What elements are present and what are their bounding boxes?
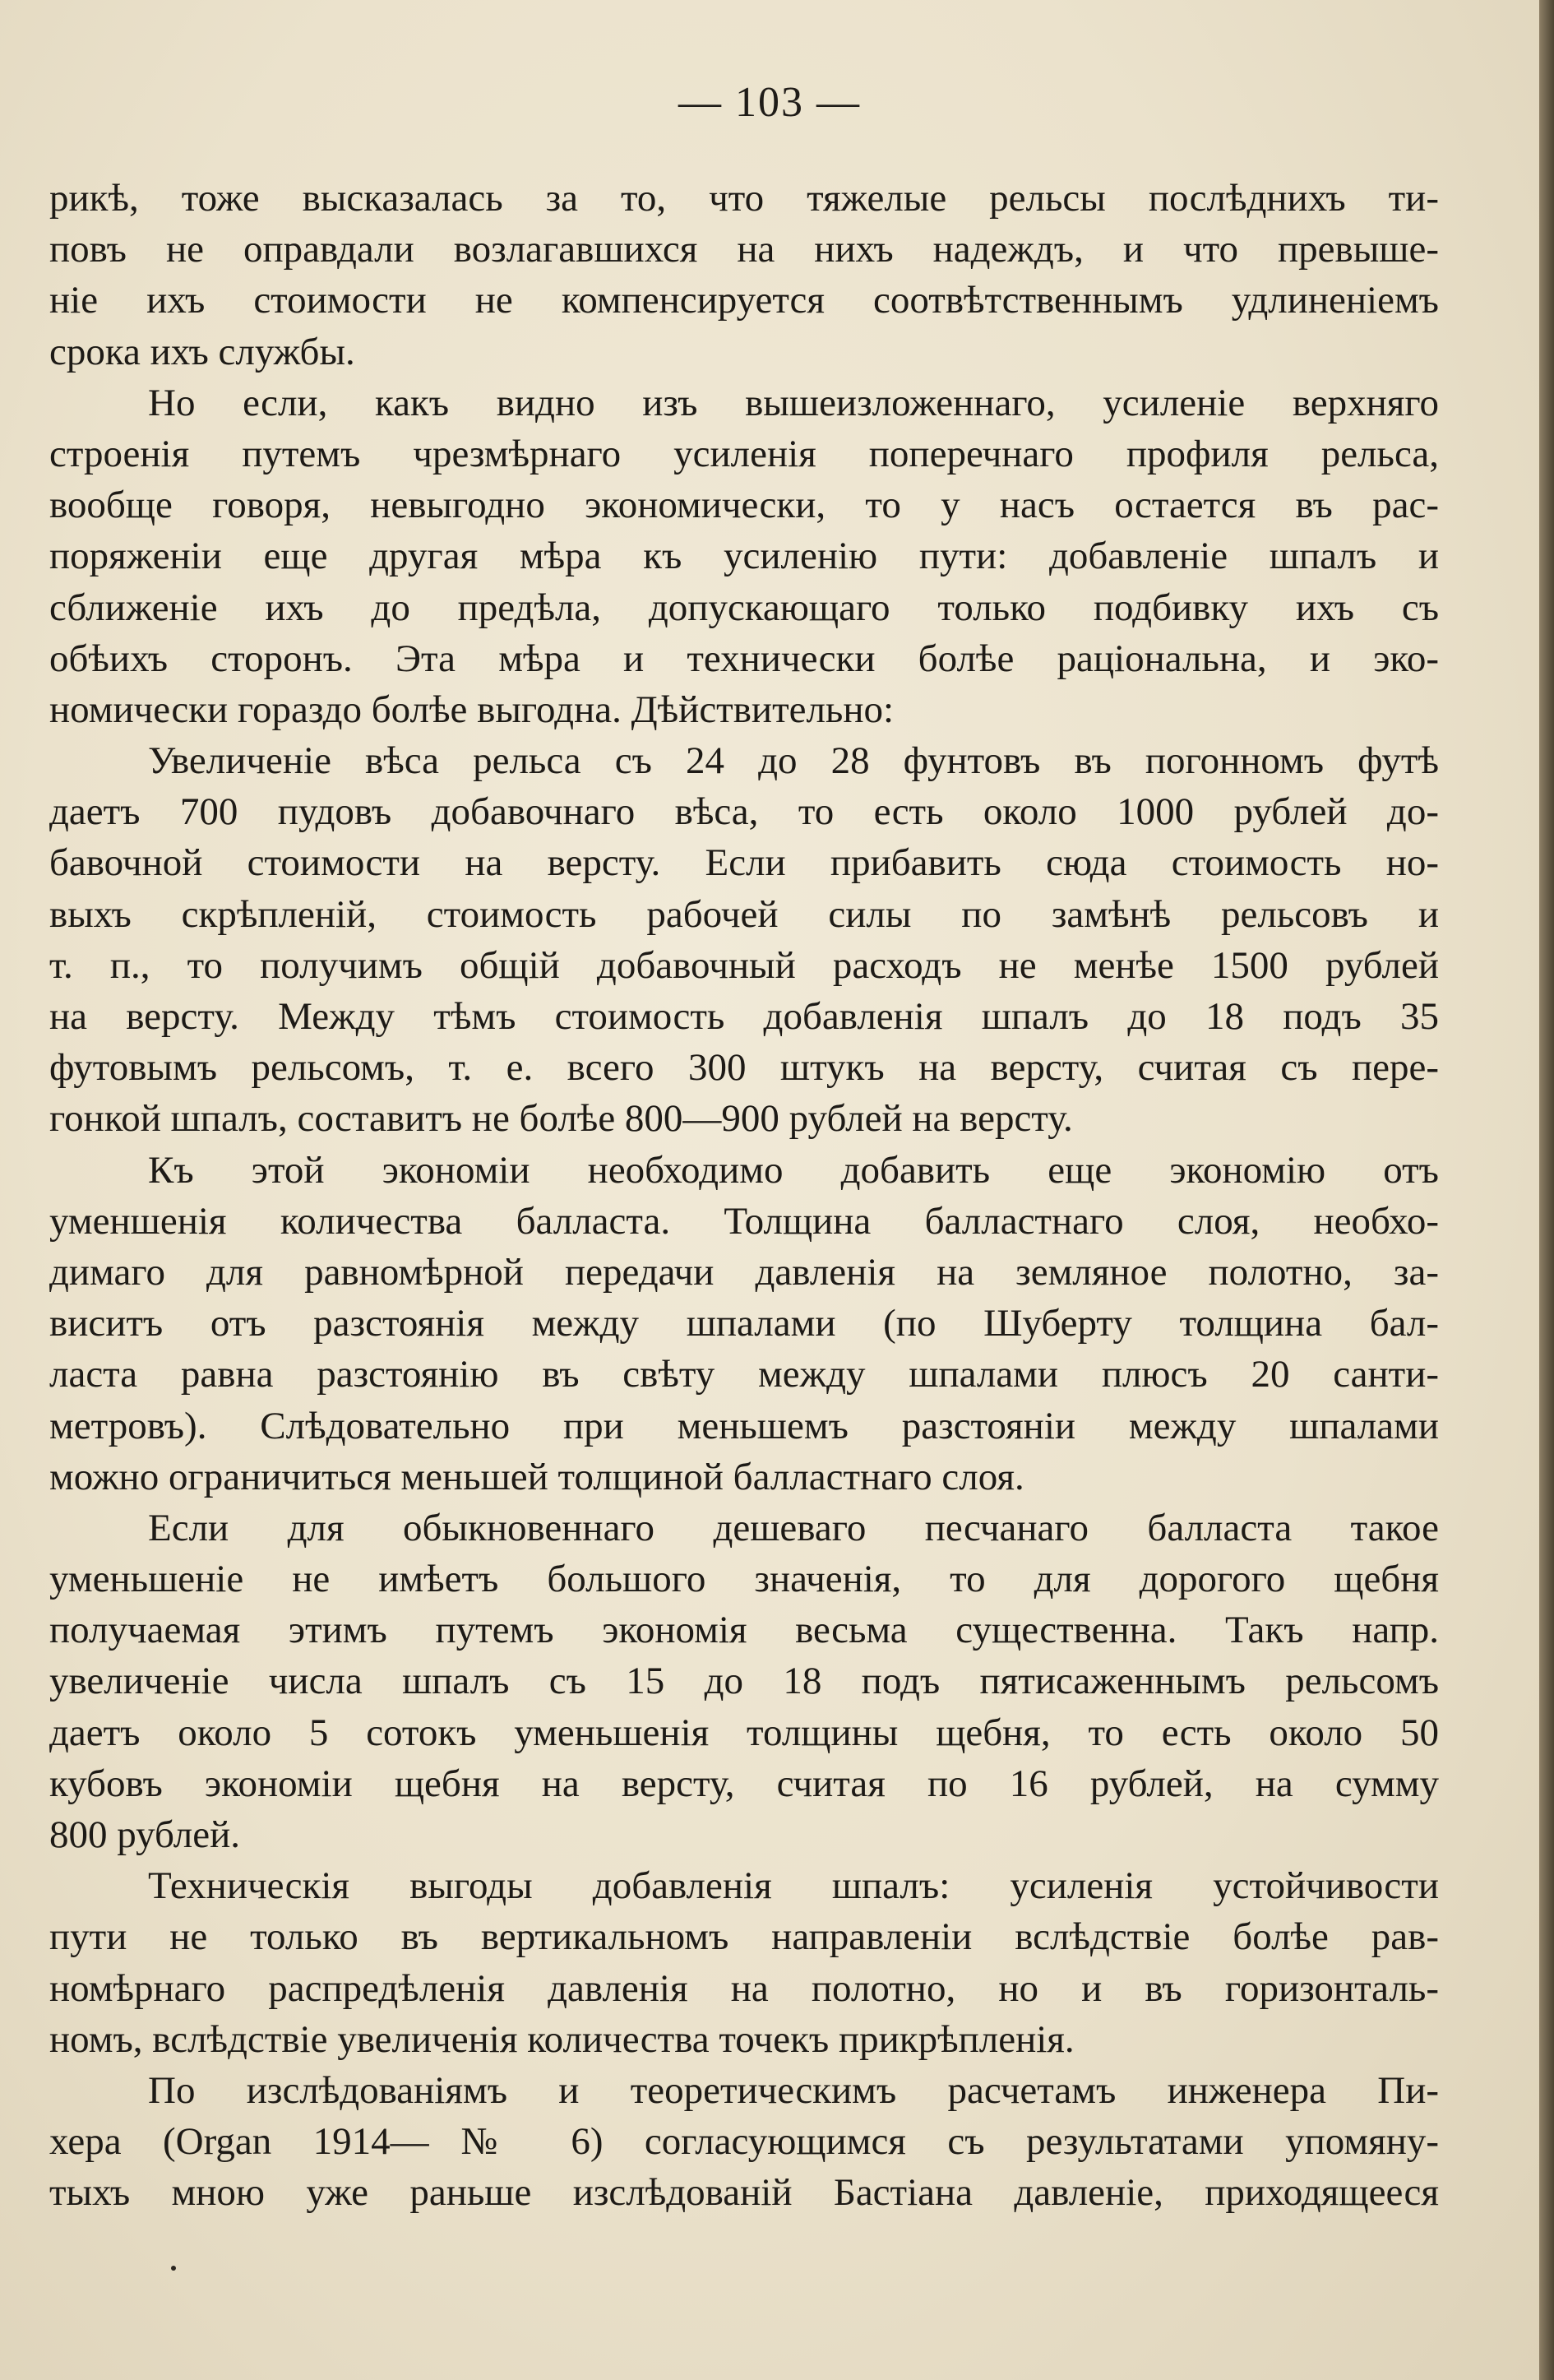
text-line: метровъ). Слѣдовательно при меньшемъ разстояніи между шпалами bbox=[49, 1404, 1439, 1447]
text-line: даетъ 700 пудовъ добавочнаго вѣса, то есть около 1000 рублей до- bbox=[49, 790, 1439, 834]
text-line: 800 рублей. bbox=[49, 1813, 240, 1856]
body-text bbox=[49, 173, 1439, 2219]
text-line: срока ихъ службы. bbox=[49, 330, 355, 373]
text-line: рикѣ, тоже высказалась за то, что тяжелые рельсы послѣднихъ ти- bbox=[49, 177, 1439, 220]
paragraph bbox=[49, 173, 1439, 377]
text-line: номѣрнаго распредѣленія давленія на полотно, но и въ горизонталь- bbox=[49, 1966, 1439, 2010]
text-line: Но если, какъ видно изъ вышеизложеннаго, усиленіе верхняго bbox=[148, 381, 1439, 424]
text-line: сближеніе ихъ до предѣла, допускающаго только подбивку ихъ съ bbox=[49, 586, 1439, 629]
text-line: Увеличеніе вѣса рельса съ 24 до 28 фунтовъ въ погонномъ футѣ bbox=[148, 739, 1439, 783]
text-line: бавочной стоимости на версту. Если прибавить сюда стоимость но- bbox=[49, 841, 1439, 885]
text-line: уменьшеніе не имѣетъ большого значенія, то для дорогого щебня bbox=[49, 1558, 1439, 1601]
text-line: ласта равна разстоянію въ свѣту между шпалами плюсъ 20 санти- bbox=[49, 1353, 1439, 1396]
paragraph bbox=[49, 377, 1439, 735]
text-line: пути не только въ вертикальномъ направленіи вслѣдствіе болѣе рав- bbox=[49, 1915, 1439, 1959]
text-line: т. п., то получимъ общій добавочный расходъ не менѣе 1500 рублей bbox=[49, 943, 1439, 987]
text-line: номъ, вслѣдствіе увеличенія количества точекъ прикрѣпленія. bbox=[49, 2017, 1075, 2061]
text-line: обѣихъ сторонъ. Эта мѣра и технически болѣе раціональна, и эко- bbox=[49, 637, 1439, 680]
text-line: вообще говоря, невыгодно экономически, то у насъ остается въ рас- bbox=[49, 484, 1439, 527]
text-line: гонкой шпалъ, составитъ не болѣе 800—900 рублей на версту. bbox=[49, 1097, 1073, 1141]
text-line: даетъ около 5 сотокъ уменьшенія толщины щебня, то есть около 50 bbox=[49, 1711, 1439, 1754]
text-line: димаго для равномѣрной передачи давленія на земляное полотно, за- bbox=[49, 1250, 1439, 1294]
paragraph bbox=[49, 735, 1439, 1145]
text-line: можно ограничиться меньшей толщиной балластнаго слоя. bbox=[49, 1455, 1024, 1498]
paragraph bbox=[49, 1145, 1439, 1503]
book-spine-edge bbox=[1539, 0, 1554, 2380]
text-line: Къ этой экономіи необходимо добавить еще экономію отъ bbox=[148, 1148, 1439, 1192]
text-line: выхъ скрѣпленій, стоимость рабочей силы по замѣнѣ рельсовъ и bbox=[49, 892, 1439, 936]
text-line: футовымъ рельсомъ, т. е. всего 300 штукъ на версту, считая съ пере- bbox=[49, 1046, 1439, 1090]
text-line: виситъ отъ разстоянія между шпалами (по Шуберту толщина бал- bbox=[49, 1302, 1439, 1345]
paragraph bbox=[49, 1503, 1439, 1860]
text-line: поряженіи еще другая мѣра къ усиленію пути: добавленіе шпалъ и bbox=[49, 535, 1439, 578]
page-number: — 103 — bbox=[678, 79, 861, 126]
paragraph bbox=[49, 1860, 1439, 2065]
text-line: получаемая этимъ путемъ экономія весьма существенна. Такъ напр. bbox=[49, 1609, 1439, 1652]
text-line: тыхъ мною уже раньше изслѣдованій Бастіана давленіе, приходящееся bbox=[49, 2171, 1439, 2215]
paragraph bbox=[49, 2065, 1439, 2219]
text-line: номически гораздо болѣе выгодна. Дѣйствительно: bbox=[49, 688, 895, 731]
text-line: увеличеніе числа шпалъ съ 15 до 18 подъ пятисаженнымъ рельсомъ bbox=[49, 1660, 1439, 1703]
ink-speck bbox=[171, 2266, 176, 2271]
text-line: кубовъ экономіи щебня на версту, считая по 16 рублей, на сумму bbox=[49, 1762, 1439, 1805]
text-line: на версту. Между тѣмъ стоимость добавленія шпалъ до 18 подъ 35 bbox=[49, 995, 1439, 1038]
text-line: уменшенія количества балласта. Толщина балластнаго слоя, необхо- bbox=[49, 1199, 1439, 1243]
text-line: ніе ихъ стоимости не компенсируется соотвѣтственнымъ удлиненіемъ bbox=[49, 279, 1439, 322]
text-line: Техническія выгоды добавленія шпалъ: усиленія устойчивости bbox=[148, 1864, 1439, 1908]
text-line: повъ не оправдали возлагавшихся на нихъ надеждъ, и что превыше- bbox=[49, 228, 1439, 271]
text-line: строенія путемъ чрезмѣрнаго усиленія поперечнаго профиля рельса, bbox=[49, 432, 1439, 475]
text-line: хера (Organ 1914—№ 6) согласующимся съ результатами упомяну- bbox=[49, 2120, 1439, 2164]
text-line: Если для обыкновеннаго дешеваго песчанаго балласта такое bbox=[148, 1506, 1439, 1549]
text-line: По изслѣдованіямъ и теоретическимъ расчетамъ инженера Пи- bbox=[148, 2068, 1439, 2112]
